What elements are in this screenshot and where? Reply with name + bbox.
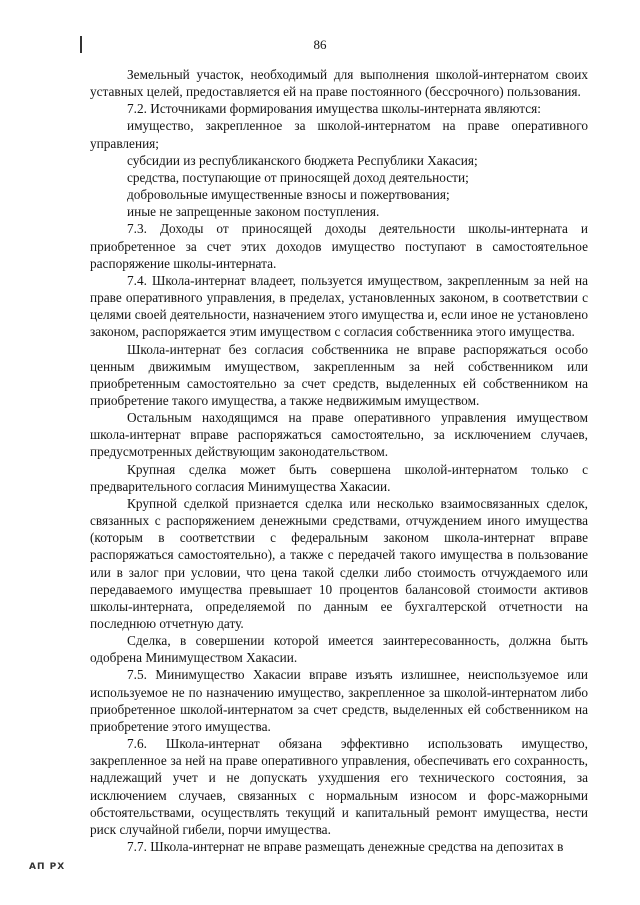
paragraph-interested-deal: Сделка, в совершении которой имеется заинтересованность, должна быть одобрена Минимуществом Хакасии. xyxy=(90,633,588,666)
paragraph-7-4: 7.4. Школа-интернат владеет, пользуется имуществом, закрепленным за ней на праве оперативного управления, в пределах, установленных законом, в соответствии с целями своей деятельности, назначением этого имущества и, если иное не установлено законом, распоряжается этим имуществом с согласия собственника этого имущества. xyxy=(90,272,588,340)
paragraph-valuable-property: Школа-интернат без согласия собственника не вправе распоряжаться особо ценным движимым имуществом, закрепленным за ней собственником или приобретенным самостоятельно за счет средств, выделенных ей собственником на приобретение такого имущества, а также недвижимым имуществом. xyxy=(90,341,588,408)
paragraph-7-7: 7.7. Школа-интернат не вправе размещать денежные средства на депозитах в xyxy=(127,839,564,855)
paragraph-7-2: 7.2. Источниками формирования имущества школы-интерната являются: xyxy=(127,101,541,117)
paragraph-7-5: 7.5. Минимущество Хакасии вправе изъять излишнее, неиспользуемое или используемое не по назначению имущество, закрепленное за школой-интернатом либо приобретенное школой-интернатом за счет средств, выделенных ей собственником на приобретение этого имущества. xyxy=(90,667,588,734)
paragraph-land-plot: Земельный участок, необходимый для выполнения школой-интернатом своих уставных целей, предоставляется ей на праве постоянного (бессрочного) пользования. xyxy=(90,67,588,100)
paragraph-7-6: 7.6. Школа-интернат обязана эффективно использовать имущество, закрепленное за ней на праве оперативного управления, обеспечивать его сохранность, надлежащий учет и не допускать ухудшения его технического состояния, за исключением случаев, связанных с нормальным износом и форс-мажорными обстоятельствами, осуществлять текущий и капитальный ремонт имущества, нести риск случайной гибели, порчи имущества. xyxy=(90,736,588,837)
paragraph-major-deal-definition: Крупной сделкой признается сделка или несколько взаимосвязанных сделок, связанных с распоряжением денежными средствами, отчуждением иного имущества (которым в соответствии с федеральным законом школа-интернат вправе распоряжаться самостоятельно), а также с передачей такого имущества в пользование или в залог при условии, что цена такой сделки либо стоимость отчуждаемого или передаваемого имущества превышает 10 процентов балансовой стоимости активов школы-интерната, определяемой по данным ее бухгалтерской отчетности на последнюю отчетную дату. xyxy=(90,495,588,631)
document-body xyxy=(90,66,588,855)
list-item-income: средства, поступающие от приносящей доход деятельности; xyxy=(127,169,469,185)
paragraph-major-deal: Крупная сделка может быть совершена школой-интернатом только с предварительного согласия Минимущества Хакасии. xyxy=(90,461,588,494)
list-item-property: имущество, закрепленное за школой-интернатом на праве оперативного управления; xyxy=(90,118,588,151)
paragraph-other-property: Остальным находящимся на праве оперативного управления имуществом школа-интернат вправе распоряжаться самостоятельно, за исключением случаев, предусмотренных действующим законодательством. xyxy=(90,410,588,460)
list-item-other: иные не запрещенные законом поступления. xyxy=(127,204,380,220)
paragraph-7-3: 7.3. Доходы от приносящей доходы деятельности школы-интерната и приобретенное за счет этих доходов имущество поступают в самостоятельное распоряжение школы-интерната. xyxy=(90,221,588,271)
footer-mark: АП РХ xyxy=(29,862,66,872)
page-number: 86 xyxy=(313,37,327,52)
list-item-donations: добровольные имущественные взносы и пожертвования; xyxy=(127,187,450,203)
list-item-subsidies: субсидии из республиканского бюджета Республики Хакасия; xyxy=(127,152,478,168)
